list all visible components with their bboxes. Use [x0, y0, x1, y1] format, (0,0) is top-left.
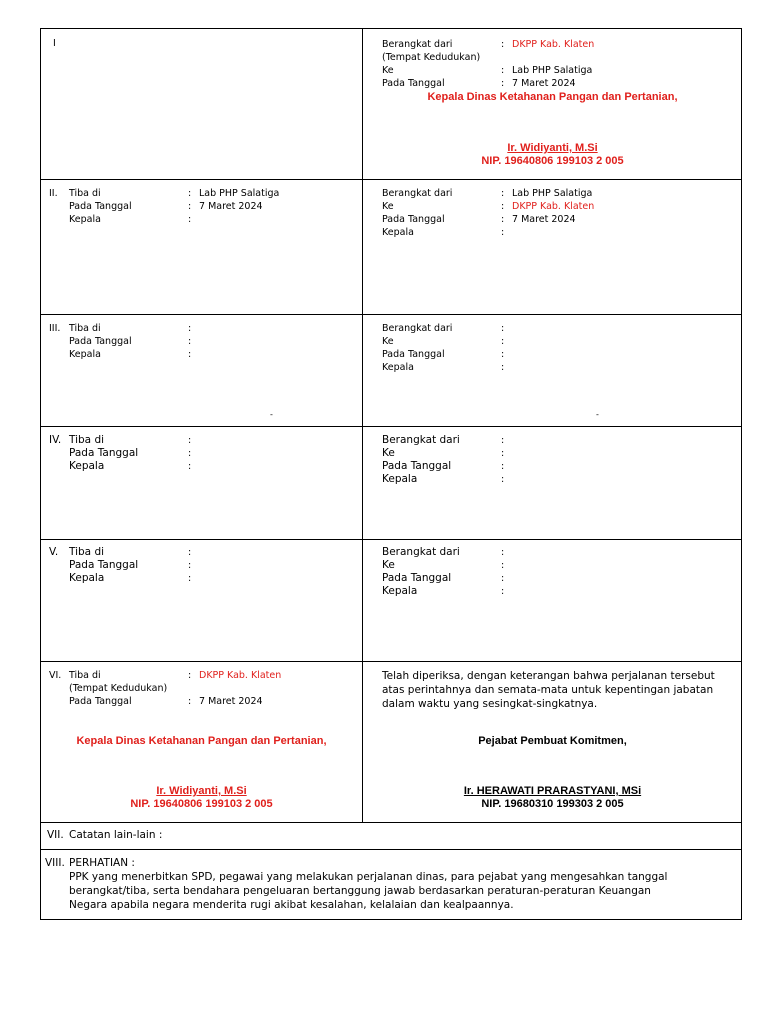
colon: :	[501, 227, 505, 238]
colon: :	[501, 474, 505, 485]
signatory-name	[362, 142, 743, 155]
pada-tanggal-label: Pada Tanggal	[69, 559, 139, 571]
tanggal-value: 7 Maret 2024	[199, 201, 263, 212]
signatory-name	[41, 785, 362, 798]
ke-label: Ke	[382, 336, 394, 347]
section-6-number: VI.	[49, 670, 62, 681]
colon: :	[501, 214, 505, 225]
berangkat-dari-label: Berangkat dari	[382, 434, 460, 446]
colon: :	[188, 547, 192, 558]
ppk-name	[362, 785, 743, 798]
kepala-label: Kepala	[382, 227, 414, 238]
colon: :	[501, 336, 505, 347]
berangkat-dari-label: Berangkat dari	[382, 546, 460, 558]
colon: :	[501, 323, 505, 334]
pada-tanggal-label: Pada Tanggal	[69, 201, 132, 212]
row-divider-7	[41, 849, 741, 850]
pada-tanggal-label: Pada Tanggal	[69, 696, 132, 707]
colon: :	[188, 448, 192, 459]
tanggal-value: 7 Maret 2024	[199, 696, 263, 707]
row-divider-3	[41, 426, 741, 427]
ppk-title: Pejabat Pembuat Komitmen,	[478, 735, 627, 747]
colon: :	[501, 448, 505, 459]
catatan-label: Catatan lain-lain :	[69, 829, 163, 841]
ppk-name-text: Ir. HERAWATI PRARASTYANI, MSi	[463, 785, 642, 797]
pada-tanggal-label: Pada Tanggal	[382, 572, 452, 584]
tanggal-value: 7 Maret 2024	[512, 78, 576, 89]
ke-label: Ke	[382, 201, 394, 212]
colon: :	[501, 586, 505, 597]
pada-tanggal-label: Pada Tanggal	[69, 447, 139, 459]
section-4-number: IV.	[49, 434, 62, 446]
dash-mark: -	[596, 410, 599, 419]
signatory-nip: NIP. 19640806 199103 2 005	[481, 155, 624, 167]
pada-tanggal-label: Pada Tanggal	[382, 460, 452, 472]
kepala-dinas-title: Kepala Dinas Ketahanan Pangan dan Pertanian,	[76, 735, 327, 747]
pemeriksaan-line-2: atas perintahnya dan semata-mata untuk kepentingan jabatan	[382, 684, 714, 696]
section-2-number: II.	[49, 188, 58, 199]
colon: :	[188, 560, 192, 571]
perhatian-title: PERHATIAN :	[69, 857, 135, 869]
colon: :	[501, 188, 505, 199]
colon: :	[501, 461, 505, 472]
kepala-label: Kepala	[69, 349, 101, 360]
kepala-label: Kepala	[382, 473, 418, 485]
section-7-number: VII.	[47, 829, 64, 841]
section-5-number: V.	[49, 546, 59, 558]
berangkat-dari-label: Berangkat dari	[382, 323, 453, 334]
tiba-di-label: Tiba di	[69, 670, 101, 681]
colon: :	[188, 573, 192, 584]
colon: :	[188, 201, 192, 212]
ke-label: Ke	[382, 559, 395, 571]
pada-tanggal-label: Pada Tanggal	[382, 78, 445, 89]
colon: :	[188, 670, 192, 681]
kepala-label: Kepala	[69, 214, 101, 225]
colon: :	[188, 214, 192, 225]
tiba-di-label: Tiba di	[69, 434, 105, 446]
ke-label: Ke	[382, 65, 394, 76]
colon: :	[188, 696, 192, 707]
kepala-label: Kepala	[69, 460, 105, 472]
section-3-number: III.	[49, 323, 61, 334]
colon: :	[501, 362, 505, 373]
perhatian-line-3: Negara apabila negara menderita rugi akibat kesalahan, kelalaian dan kealpaannya.	[69, 899, 514, 911]
ke-value: Lab PHP Salatiga	[512, 65, 593, 76]
signatory-name-text: Ir. Widiyanti, M.Si	[507, 142, 598, 154]
colon: :	[188, 349, 192, 360]
colon: :	[188, 435, 192, 446]
colon: :	[501, 78, 505, 89]
perhatian-line-2: berangkat/tiba, serta bendahara pengeluaran bertanggung jawab berdasarkan peraturan-peraturan Keuangan	[69, 885, 651, 897]
tiba-di-label: Tiba di	[69, 188, 101, 199]
kepala-label: Kepala	[69, 572, 105, 584]
row-divider-4	[41, 539, 741, 540]
tempat-kedudukan-label: (Tempat Kedudukan)	[69, 683, 168, 694]
ke-label: Ke	[382, 447, 395, 459]
berangkat-dari-label: Berangkat dari	[382, 39, 453, 50]
ppk-nip: NIP. 19680310 199303 2 005	[481, 798, 624, 810]
colon: :	[501, 560, 505, 571]
colon: :	[501, 573, 505, 584]
tiba-di-label: Tiba di	[69, 323, 101, 334]
kepala-dinas-title: Kepala Dinas Ketahanan Pangan dan Pertanian,	[427, 91, 678, 103]
signatory-nip: NIP. 19640806 199103 2 005	[130, 798, 273, 810]
row-divider-5	[41, 661, 741, 662]
section-8-number: VIII.	[45, 857, 65, 869]
perhatian-line-1: PPK yang menerbitkan SPD, pegawai yang melakukan perjalanan dinas, para pejabat yang mengesahkan tanggal	[69, 871, 668, 883]
colon: :	[188, 323, 192, 334]
colon: :	[188, 336, 192, 347]
pemeriksaan-line-1: Telah diperiksa, dengan keterangan bahwa perjalanan tersebut	[382, 670, 715, 682]
section-1-number: I	[53, 38, 56, 49]
colon: :	[501, 547, 505, 558]
colon: :	[501, 201, 505, 212]
colon: :	[501, 349, 505, 360]
berangkat-dari-value: DKPP Kab. Klaten	[512, 39, 595, 50]
tiba-di-value: Lab PHP Salatiga	[199, 188, 280, 199]
pada-tanggal-label: Pada Tanggal	[69, 336, 132, 347]
kepala-label: Kepala	[382, 362, 414, 373]
tempat-kedudukan-label: (Tempat Kedudukan)	[382, 52, 481, 63]
berangkat-dari-value: Lab PHP Salatiga	[512, 188, 593, 199]
colon: :	[501, 435, 505, 446]
row-divider-1	[41, 179, 741, 180]
colon: :	[501, 39, 505, 50]
colon: :	[188, 461, 192, 472]
tanggal-value: 7 Maret 2024	[512, 214, 576, 225]
spd-back-page-form	[40, 28, 742, 920]
signatory-name-text: Ir. Widiyanti, M.Si	[156, 785, 247, 797]
tiba-di-label: Tiba di	[69, 546, 105, 558]
tiba-di-value: DKPP Kab. Klaten	[199, 670, 282, 681]
row-divider-2	[41, 314, 741, 315]
ke-value: DKPP Kab. Klaten	[512, 201, 595, 212]
pada-tanggal-label: Pada Tanggal	[382, 349, 445, 360]
berangkat-dari-label: Berangkat dari	[382, 188, 453, 199]
dash-mark: -	[270, 410, 273, 419]
kepala-label: Kepala	[382, 585, 418, 597]
row-divider-6	[41, 822, 741, 823]
pada-tanggal-label: Pada Tanggal	[382, 214, 445, 225]
pemeriksaan-line-3: dalam waktu yang sesingkat-singkatnya.	[382, 698, 598, 710]
colon: :	[188, 188, 192, 199]
colon: :	[501, 65, 505, 76]
